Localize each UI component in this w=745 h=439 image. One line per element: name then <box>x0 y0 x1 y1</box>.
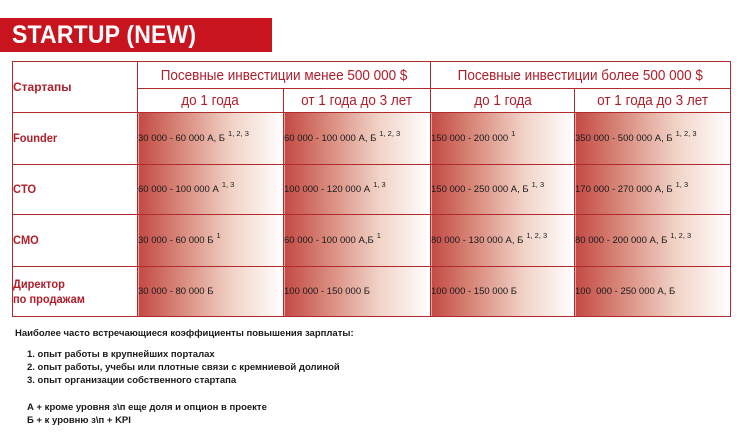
period-header: от 1 года до 3 лет <box>284 89 431 113</box>
salary-cell: 100 000 - 250 000 А, Б <box>575 267 731 317</box>
group-header-row <box>13 62 731 89</box>
salary-cell: 30 000 - 80 000 Б <box>138 267 284 317</box>
salary-cell: 100 000 - 150 000 Б <box>284 267 431 317</box>
salary-cell: 150 000 - 250 000 А, Б $^{1, 3}$ <box>431 165 575 215</box>
group-header-under-500k: Посевные инвестиции менее 500 000 $ <box>138 62 431 89</box>
salary-cell: 150 000 - 200 000 $^1$ <box>431 113 575 165</box>
salary-cell: 60 000 - 100 000 А, Б $^{1, 2, 3}$ <box>284 113 431 165</box>
row-label: CTO <box>13 165 138 215</box>
legend-item: А + кроме уровня з\п еще доля и опцион в проекте <box>27 402 267 413</box>
table-row-sales-director <box>13 267 731 317</box>
salary-table <box>12 61 731 317</box>
period-header: до 1 года <box>138 89 284 113</box>
salary-cell: 80 000 - 200 000 А, Б $^{1, 2, 3}$ <box>575 215 731 267</box>
row-label: CMO <box>13 215 138 267</box>
period-header: от 1 года до 3 лет <box>575 89 731 113</box>
table-row-cto <box>13 165 731 215</box>
salary-cell: 30 000 - 60 000 А, Б $^{1, 2, 3}$ <box>138 113 284 165</box>
row-label: Директор по продажам <box>13 267 138 317</box>
period-header: до 1 года <box>431 89 575 113</box>
table-row-founder <box>13 113 731 165</box>
note-item: 2. опыт работы, учебы или плотные связи с кремниевой долиной <box>27 362 340 373</box>
group-header-over-500k: Посевные инвестиции более 500 000 $ <box>431 62 731 89</box>
title-banner <box>0 18 272 52</box>
salary-cell: 80 000 - 130 000 А, Б $^{1, 2, 3}$ <box>431 215 575 267</box>
note-item: 1. опыт работы в крупнейших порталах <box>27 349 215 360</box>
row-label: Founder <box>13 113 138 165</box>
corner-header: Стартапы <box>13 62 138 113</box>
notes-heading: Наиболее часто встречающиеся коэффициенты повышения зарплаты: <box>15 328 354 339</box>
salary-cell: 60 000 - 100 000 А $^{1, 3}$ <box>138 165 284 215</box>
salary-cell: 30 000 - 60 000 Б $^1$ <box>138 215 284 267</box>
salary-cell: 170 000 - 270 000 А, Б $^{1, 3}$ <box>575 165 731 215</box>
salary-cell: 350 000 - 500 000 А, Б $^{1, 2, 3}$ <box>575 113 731 165</box>
table-row-cmo <box>13 215 731 267</box>
note-item: 3. опыт организации собственного стартапа <box>27 375 237 386</box>
salary-cell: 100 000 - 120 000 А $^{1, 3}$ <box>284 165 431 215</box>
salary-cell: 100 000 - 150 000 Б <box>431 267 575 317</box>
page-title: STARTUP (NEW) <box>12 21 197 49</box>
legend-item: Б + к уровню з\п + KPI <box>27 415 131 426</box>
salary-cell: 60 000 - 100 000 А,Б $^1$ <box>284 215 431 267</box>
